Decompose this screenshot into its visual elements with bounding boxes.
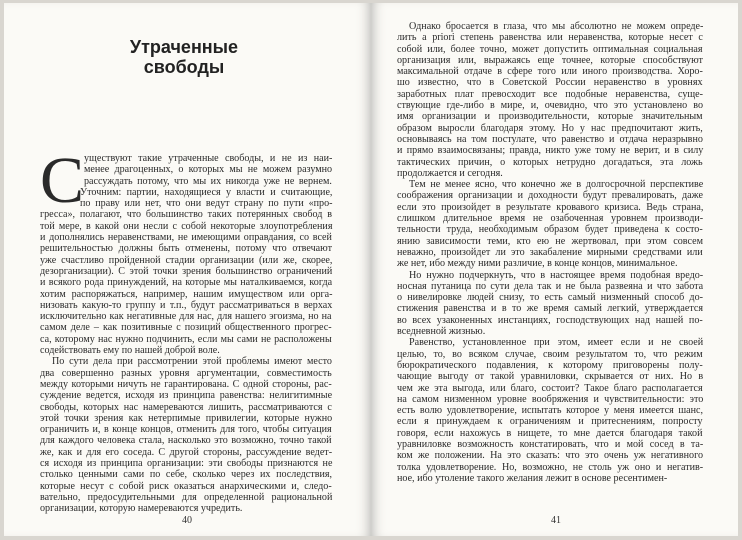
- text-line: уравниловке возможность констатировать, что и мой сосед в та-: [397, 438, 704, 450]
- left-page-text: [40, 144, 333, 515]
- text-line: Однако бросается в глаза, что мы абсолютно не можем опреде-: [409, 21, 704, 32]
- text-line: между которыми ничуть не гарантирована. С одной стороны, рас-: [40, 378, 332, 390]
- text-line: Но нужно подчеркнуть, что в настоящее время подобная вредо-: [409, 269, 704, 281]
- text-line: самом деле – как позитивные с позиций общественного прогрес-: [40, 322, 332, 334]
- text-line: заработных плат превосходит все подобные неравенства, суще-: [397, 88, 703, 100]
- text-line: хотим распоряжаться, например, нашим имуществом или орга-: [40, 288, 333, 300]
- text-line: на самом низменном уровне вообряжения и чувствительности: это: [397, 393, 704, 405]
- right-page-text: [397, 21, 703, 484]
- text-line: Тем не менее ясно, что конечно же в долгосрочной перспективе: [409, 179, 704, 191]
- left-page: [4, 3, 371, 536]
- text-line: этой точки зрения как нетерпимые привилегии, которые нужно: [40, 412, 333, 424]
- text-line: и прямо взаимосвязаны; правда, никто уже тому не верит, и в силу: [397, 145, 704, 157]
- text-line: соображения организации и доходности будут превалировать, даже: [397, 190, 703, 202]
- text-line: продолжается и сегодня.: [397, 167, 503, 179]
- chapter-title-line: Утраченные: [129, 37, 239, 57]
- book-spread: [4, 3, 738, 536]
- text-line: тактических причин, о которых нетрудно догадаться, эта ложь: [397, 156, 703, 168]
- text-line: Уточним: партии, находящиеся у власти и считающие,: [80, 186, 333, 198]
- text-line: для каждого человека стала, насколько это возможно, точно такой: [40, 435, 332, 447]
- paragraph: [40, 144, 333, 357]
- text-line: ся исходя из принципа организации: эти свободы признаются не: [40, 458, 333, 470]
- text-line: ком же положении. На это сказать: что это очень уж негативного: [397, 450, 704, 462]
- text-line: если я принуждаем к ограничениям и притеснениям, попросту: [397, 416, 703, 428]
- text-line: целью, то, во всяком случае, своим результатом то, что режим: [397, 348, 703, 360]
- text-line: решительностью должны быть отменены, потому что отвечают: [40, 243, 332, 255]
- page-number: 41: [551, 515, 561, 526]
- text-line: и дополнялись неравенствами, не имеющими оправдания, со всей: [40, 232, 332, 244]
- text-line: которые несут с собой риск оказаться анархическими и, следо-: [40, 480, 332, 492]
- text-line: толка удовлетворение. Но, возможно, не столь уж оно и негатив-: [397, 461, 704, 473]
- paragraph: [397, 21, 703, 179]
- text-line: гресса», полагают, что большинство таких потерянных свобод в: [40, 209, 332, 221]
- text-line: есть волю удовлетворение, испытать которое у меня имеется шанс,: [397, 405, 704, 417]
- text-line: и всякого рода принуждений, на которые мы наталкиваемся, когда: [40, 277, 333, 289]
- text-line: той мере, в какой они несли с собой некоторые злоупотребления: [40, 220, 333, 232]
- text-line: бюрократического подавления, к которому приговорены полу-: [397, 359, 703, 371]
- text-line: о нивелировке людей снизу, то есть самый низменный способ до-: [397, 292, 703, 304]
- paragraph: [397, 337, 703, 484]
- text-line: низовать какую-то группу и т.п., будут рассматриваться в верхах: [40, 299, 333, 311]
- text-line: уществуют такие утраченные свободы, и не из наи-: [84, 153, 333, 164]
- text-line: организации, которую намереваются учредить.: [40, 503, 243, 515]
- text-line: ограничить и, в конце концов, отменить для того, чтобы ситуация: [40, 424, 332, 436]
- text-line: тельности труда, необходимым образом будет приведена к состо-: [397, 224, 703, 236]
- text-line: два совершенно разных уровня аргументации, совместимость: [40, 367, 332, 379]
- text-line: основываясь на том постулате, что равенство и отдача неразрывно: [397, 133, 703, 145]
- text-line: столько ценными сами по себе, сколько через их последствия,: [40, 469, 333, 481]
- text-line: же, как и для его соседа. С другой стороны, рассуждение ведет-: [40, 446, 333, 458]
- text-line: уже счастливо пройденной стадии организации (или же, скорее,: [40, 254, 333, 266]
- text-line: исключительно как негативные для нас, для нашего эгоизма, но на: [40, 311, 332, 323]
- text-line: если это произойдет в результате кровавого кризиса. Ведь страна,: [397, 201, 704, 213]
- page-number: 40: [182, 515, 192, 526]
- text-line: рассуждать потому, что мы их никогда уже не вернем.: [84, 175, 332, 187]
- chapter-title-line: свободы: [143, 57, 225, 77]
- text-line: стижения равенства и в то же время самый легкий, утверждается: [397, 303, 703, 315]
- text-line: во всех узаконенных инстанциях, господствующих над нашей по-: [397, 314, 703, 326]
- text-line: янию зависимости теми, кто ею не жертвовал, при этом совсем: [397, 235, 703, 247]
- text-line: По сути дела при рассмотрении этой проблемы имеют место: [52, 356, 332, 368]
- paragraph: [397, 179, 703, 269]
- chapter-title: [124, 37, 244, 77]
- text-line: са, которому нас нужно подчинить, если мы сами не расположены: [40, 333, 332, 345]
- text-line: менее драгоценных, о которых мы не можем разумно: [84, 164, 333, 176]
- text-line: образом выросли благодаря этому. Но у нас предпочитают жить,: [397, 122, 703, 134]
- text-line: вседневной жизнью.: [397, 326, 486, 338]
- text-line: суждение ведется, исходя из принципа равенства: нелигитимные: [40, 390, 333, 402]
- text-line: собой или, более точно, может допустить оптимальная социальная: [397, 43, 703, 55]
- paragraph: [397, 270, 703, 338]
- text-line: чем же эта выгода, или благо, состоит? Такое благо располагается: [397, 382, 703, 394]
- text-line: говоря, если нахожусь в нищете, то мне дается благодаря такой: [397, 427, 703, 439]
- text-line: лить a priori степень равенства или неравенства, которые несет с: [397, 32, 703, 44]
- text-line: шо известно, что в Советской России неравенство в уровнях: [397, 77, 703, 89]
- text-line: свободы, которых нас намереваются лишить, рассматриваются с: [40, 401, 332, 413]
- text-line: организация или, выражаясь еще точнее, которые способствуют: [397, 54, 703, 66]
- text-line: же нет, ибо между ними различие, в конце концов, минимальное.: [397, 258, 678, 270]
- paragraph: [40, 356, 332, 514]
- text-line: неважно, произойдет ли это закабаление мирными средствами или: [397, 246, 703, 258]
- text-line: слишком длительное время не озабоченная уровнем производи-: [397, 213, 704, 225]
- right-page: [371, 3, 738, 536]
- text-line: вательно, предосудительными для определенной рациональной: [40, 491, 333, 503]
- drop-cap-letter: С: [40, 144, 85, 217]
- text-line: чающие выгоду от такой уравниловки, скрывается от них. Но в: [397, 371, 704, 383]
- text-line: имя организации и производительности, которые значительным: [397, 111, 703, 123]
- text-line: носная путаница по сути дела так и не была развеяна и что забота: [397, 280, 704, 292]
- text-line: максимальной отдаче в сфере того или иного производства. Хоро-: [397, 66, 703, 78]
- text-line: содействовать ему по нашей доброй воле.: [40, 345, 220, 357]
- text-line: по праву или нет, что они ведут страну по пути «про-: [80, 198, 333, 210]
- text-line: дезорганизации). С этой точки зрения большинство ограничений: [40, 265, 333, 277]
- text-line: Равенство, установленное при этом, имеет если и не своей: [409, 337, 704, 349]
- text-line: ствующие где-либо в мире, и, очевидно, что это установлено во: [397, 100, 704, 112]
- text-line: ное, ибо утоление такого желания лежит в основе ресентимен-: [397, 472, 668, 484]
